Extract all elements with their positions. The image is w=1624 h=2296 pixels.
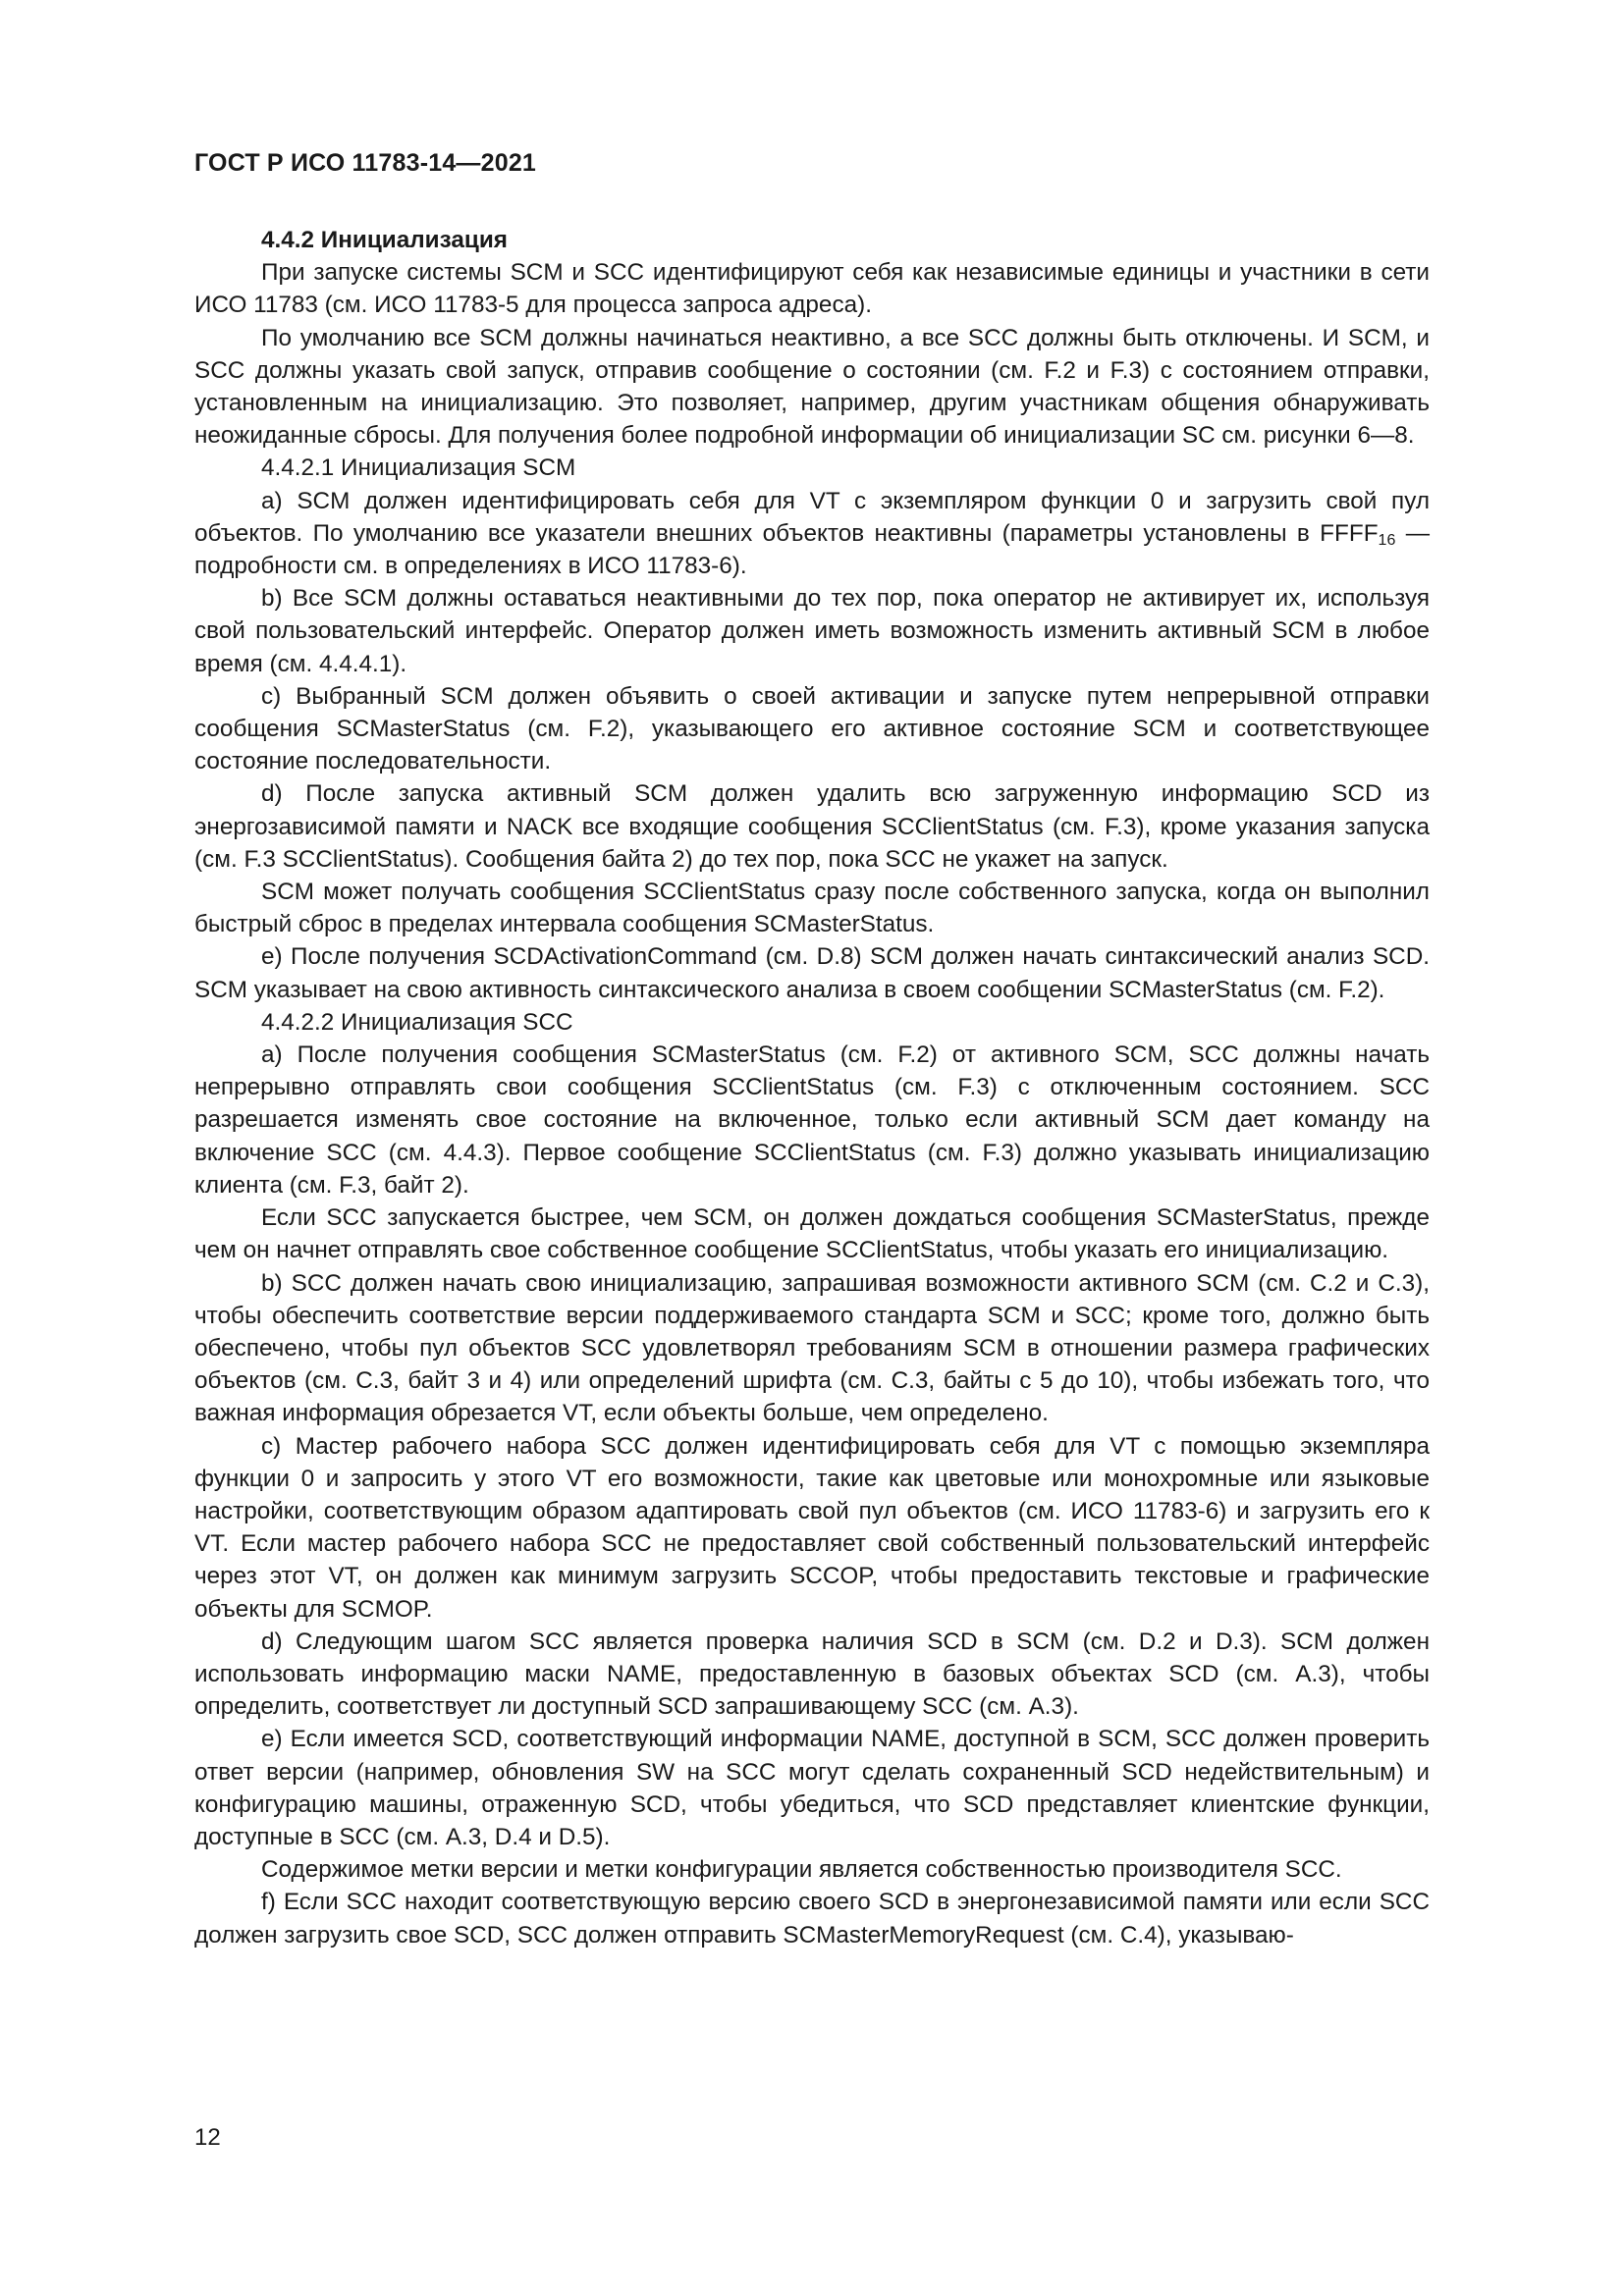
paragraph: b) Все SCM должны оставаться неактивными до тех пор, пока оператор не активирует их, используя свой пользовательский интерфейс. Оператор должен иметь возможность изменить активный SCM в любое время (см. 4.4.4.1). — [194, 585, 1430, 677]
paragraph: d) После запуска активный SCM должен удалить всю загруженную информацию SCD из энергозависимой памяти и NACK все входящие сообщения SCClientStatus (см. F.3), кроме указания запуска (см. F.3 SCClientStatus). Сообщения байта 2) до тех пор, пока SCC не укажет на запуск. — [194, 780, 1430, 873]
paragraph: е) После получения SCDActivationCommand (см. D.8) SCM должен начать синтаксический анализ SCD. SCM указывает на свою активность синтаксического анализа в своем сообщении SCMasterStatus (см. F.2). — [194, 943, 1430, 1003]
document-header: ГОСТ Р ИСО 11783-14—2021 — [194, 149, 537, 177]
paragraph: е) Если имеется SCD, соответствующий информации NAME, доступной в SCM, SCC должен проверить ответ версии (например, обновления SW на SCC могут сделать сохраненный SCD недействительным) и конфигурацию машины, отраженную SCD, чтобы убедиться, что SCD представляет клиентские функции, доступные в SCC (см. А.3, D.4 и D.5). — [194, 1726, 1430, 1850]
page-number: 12 — [194, 2124, 221, 2151]
paragraph: с) Мастер рабочего набора SCC должен идентифицировать себя для VT с помощью экземпляра функции 0 и запросить у этого VT его возможности, такие как цветовые или монохромные или языковые настройки, соответствующим образом адаптировать свой пул объектов (см. ИСО 11783-6) и загрузить его к VT. Если мастер рабочего набора SCC не предоставляет свой собственный пользовательский интерфейс через этот VT, он должен как минимум загрузить SCCOP, чтобы предоставить текстовые и графические объекты для SCMOP. — [194, 1432, 1430, 1623]
paragraph: с) Выбранный SCM должен объявить о своей активации и запуске путем непрерывной отправки сообщения SCMasterStatus (см. F.2), указывающего его активное состояние SCM и соответствующее состояние последовательности. — [194, 682, 1430, 775]
paragraph: При запуске системы SCM и SCC идентифицируют себя как независимые единицы и участники в сети ИСО 11783 (см. ИСО 11783-5 для процесса запроса адреса). — [194, 259, 1430, 319]
paragraph: SCM может получать сообщения SCClientStatus сразу после собственного запуска, когда он выполнил быстрый сброс в пределах интервала сообщения SCMasterStatus. — [194, 879, 1430, 938]
subsection-heading-scc: 4.4.2.2 Инициализация SCC — [261, 1008, 573, 1036]
subsection-heading-scm: 4.4.2.1 Инициализация SCM — [261, 454, 576, 482]
paragraph: По умолчанию все SCM должны начинаться неактивно, а все SCC должны быть отключены. И SCM, и SCC должны указать свой запуск, отправив сообщение о состоянии (см. F.2 и F.3) с состоянием отправки, установленным на инициализацию. Это позволяет, например, другим участникам общения обнаруживать неожиданные сбросы. Для получения более подробной информации об инициализации SC см. рисунки 6—8. — [194, 324, 1430, 450]
document-body — [194, 224, 1430, 1951]
section-heading: 4.4.2 Инициализация — [261, 227, 508, 253]
paragraph: f) Если SCC находит соответствующую версию своего SCD в энергонезависимой памяти или если SCC должен загрузить свое SCD, SCC должен отправить SCMasterMemoryRequest (см. С.4), указываю- — [194, 1889, 1430, 1949]
paragraph-scm-a: а) SCM должен идентифицировать себя для VT с экземпляром функции 0 и загрузить свой пул объектов. По умолчанию все указатели внешних объектов неактивны (параметры установлены в $FFFF_{16}$ — подробности см. в определениях в ИСО 11783-6). — [194, 487, 1430, 580]
paragraph: Содержимое метки версии и метки конфигурации является собственностью производителя SCC. — [261, 1856, 1342, 1884]
paragraph: d) Следующим шагом SCC является проверка наличия SCD в SCM (см. D.2 и D.3). SCM должен использовать информацию маски NAME, предоставленную в базовых объектах SCD (см. А.3), чтобы определить, соответствует ли доступный SCD запрашивающему SCC (см. А.3). — [194, 1628, 1430, 1721]
paragraph: Если SCC запускается быстрее, чем SCM, он должен дождаться сообщения SCMasterStatus, прежде чем он начнет отправлять свое собственное сообщение SCClientStatus, чтобы указать его инициализацию. — [194, 1204, 1430, 1264]
paragraph: b) SCC должен начать свою инициализацию, запрашивая возможности активного SCM (см. С.2 и С.3), чтобы обеспечить соответствие версии поддерживаемого стандарта SCM и SCC; кроме того, должно быть обеспечено, чтобы пул объектов SCC удовлетворял требованиям SCM в отношении размера графических объектов (см. С.3, байт 3 и 4) или определений шрифта (см. С.3, байты с 5 до 10), чтобы избежать того, что важная информация обрезается VT, если объекты больше, чем определено. — [194, 1269, 1430, 1427]
paragraph: а) После получения сообщения SCMasterStatus (см. F.2) от активного SCM, SCC должны начать непрерывно отправлять свои сообщения SCClientStatus (см. F.3) с отключенным состоянием. SCC разрешается изменять свое состояние на включенное, только если активный SCM дает команду на включение SCC (см. 4.4.3). Первое сообщение SCClientStatus (см. F.3) должно указывать инициализацию клиента (см. F.3, байт 2). — [194, 1041, 1430, 1199]
